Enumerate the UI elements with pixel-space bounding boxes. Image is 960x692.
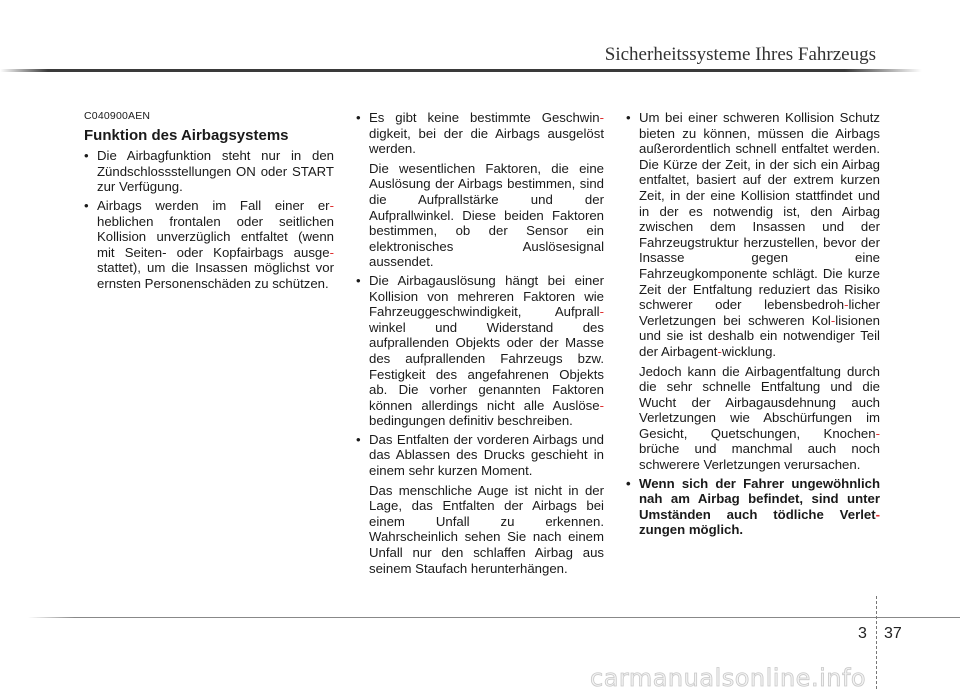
section-code: C040900AEN: [84, 110, 151, 122]
list-item: [626, 110, 880, 360]
column-2: [356, 110, 604, 579]
list-item: [356, 110, 604, 157]
page-header-title: Sicherheitssysteme Ihres Fahrzeugs: [604, 44, 876, 65]
paragraph-text: Jedoch kann die Airbagentfaltung durch die sehr schnelle Entfaltung und die Wucht der Airbagausdehnung auch Verletzungen wie Abschürfungen im Gesicht, Quetschungen, Knochen: [639, 363, 880, 441]
watermark: carmanualsonline.info: [590, 664, 867, 692]
bullet-text: winkel und Widerstand des aufprallenden Objekts oder der Masse des aufprallenden Fahrzeugs bzw. Festigkeit des angefahrenen Objekts ab. Die vorher genannten Faktoren können allerdings nicht alle Auslöse: [369, 319, 604, 413]
hyphen-mark: -: [599, 304, 604, 320]
hyphen-mark: -: [329, 197, 334, 213]
bullet-icon: •: [84, 197, 89, 213]
header-rule: [0, 69, 960, 72]
hyphen-mark: -: [717, 343, 722, 359]
list-item-warning: [626, 476, 880, 538]
bullet-text: Um bei einer schweren Kollision Schutz bieten zu können, müssen die Airbags außerordentlich schnell entfaltet werden. Die Kürze der Zeit, in der sich ein Airbag entfaltet, basiert auf der extrem kurzen Zeit, in der eine Kollision stattfindet und in der es notwendig ist, den Airbag zwischen dem Insassen und der Fahrzeugstruktur herzustellen, bevor der Insasse gegen eine Fahrzeugkomponente schlägt. Die kurze Zeit der Entfaltung reduziert das Risiko schwerer oder lebensbedroh: [639, 110, 880, 313]
bullet-text: bedingungen definitiv beschreiben.: [369, 413, 573, 429]
paragraph: Das menschliche Auge ist nicht in der Lage, das Entfalten der Airbags bei einem Unfall zu erkennen. Wahrscheinlich sehen Sie nach einem Unfall nur den schlaffen Airbag aus seinem Staufach herunterhängen.: [369, 482, 604, 576]
bullet-icon: •: [356, 431, 361, 447]
page-number: 37: [884, 625, 902, 642]
list-item: [356, 432, 604, 479]
bullet-text: Es gibt keine bestimmte Geschwin: [369, 110, 600, 125]
bullet-icon: •: [626, 475, 631, 491]
bullet-icon: •: [84, 148, 89, 164]
hyphen-mark: -: [830, 312, 836, 328]
bullet-text: zungen möglich.: [639, 522, 744, 538]
hyphen-mark: -: [599, 397, 604, 413]
bullet-text: Das Entfalten der vorderen Airbags und das Ablassen des Drucks geschieht in einem sehr kurzen Moment.: [369, 431, 604, 479]
bullet-text: Airbags werden im Fall einer er: [97, 197, 330, 213]
hyphen-mark: -: [875, 506, 880, 522]
bullet-text: digkeit, bei der die Airbags ausgelöst werden.: [369, 125, 604, 157]
list-item: [356, 273, 604, 429]
bullet-text: heblichen frontalen oder seitlichen Kollision unverzüglich entfaltet (wenn mit Seiten- oder Kopfairbags ausge: [97, 213, 334, 260]
column-3: [626, 110, 880, 541]
bullet-text: lisionen und sie ist deshalb ein notwendiger Teil der Airbagent: [639, 312, 880, 359]
hyphen-mark: -: [599, 110, 604, 125]
list-item: [84, 148, 334, 195]
paragraph-text: brüche und manchmal auch noch schwerere Verletzungen verursachen.: [639, 441, 880, 473]
list-item: [84, 198, 334, 292]
paragraph: [626, 364, 880, 473]
bullet-text: Wenn sich der Fahrer ungewöhnlich nah am Airbag befindet, sind unter Umständen auch tödliche Verlet: [639, 475, 880, 522]
bullet-text: wicklung.: [721, 343, 777, 359]
bullet-icon: •: [626, 110, 631, 125]
section-number: 3: [858, 625, 867, 642]
hyphen-mark: -: [875, 425, 880, 441]
bullet-icon: •: [356, 110, 361, 125]
bullet-text: Die Airbagauslösung hängt bei einer Kollision von mehreren Faktoren wie Fahrzeuggeschwindigkeit, Aufprall: [369, 272, 604, 320]
bullet-text: licher Verletzungen bei schweren Kol: [639, 297, 880, 328]
hyphen-mark: -: [844, 297, 849, 313]
page-number-divider: [876, 596, 877, 689]
hyphen-mark: -: [329, 244, 334, 260]
bullet-text: stattet), um die Insassen möglichst vor ernsten Personenschäden zu schützen.: [97, 260, 334, 291]
bullet-text: Die Airbagfunktion steht nur in den Zündschlossstellungen ON oder START zur Verfügung.: [97, 148, 334, 195]
bullet-icon: •: [356, 272, 361, 288]
footer-rule: [28, 617, 960, 618]
column-1: [84, 109, 334, 295]
paragraph: Die wesentlichen Faktoren, die eine Auslösung der Airbags bestimmen, sind die Aufprallstärke und der Aufprallwinkel. Diese beiden Faktoren bestimmen, ob der Sensor ein elektronisches Auslösesignal aussendet.: [369, 160, 604, 270]
section-heading: Funktion des Airbagsystems: [84, 126, 289, 144]
